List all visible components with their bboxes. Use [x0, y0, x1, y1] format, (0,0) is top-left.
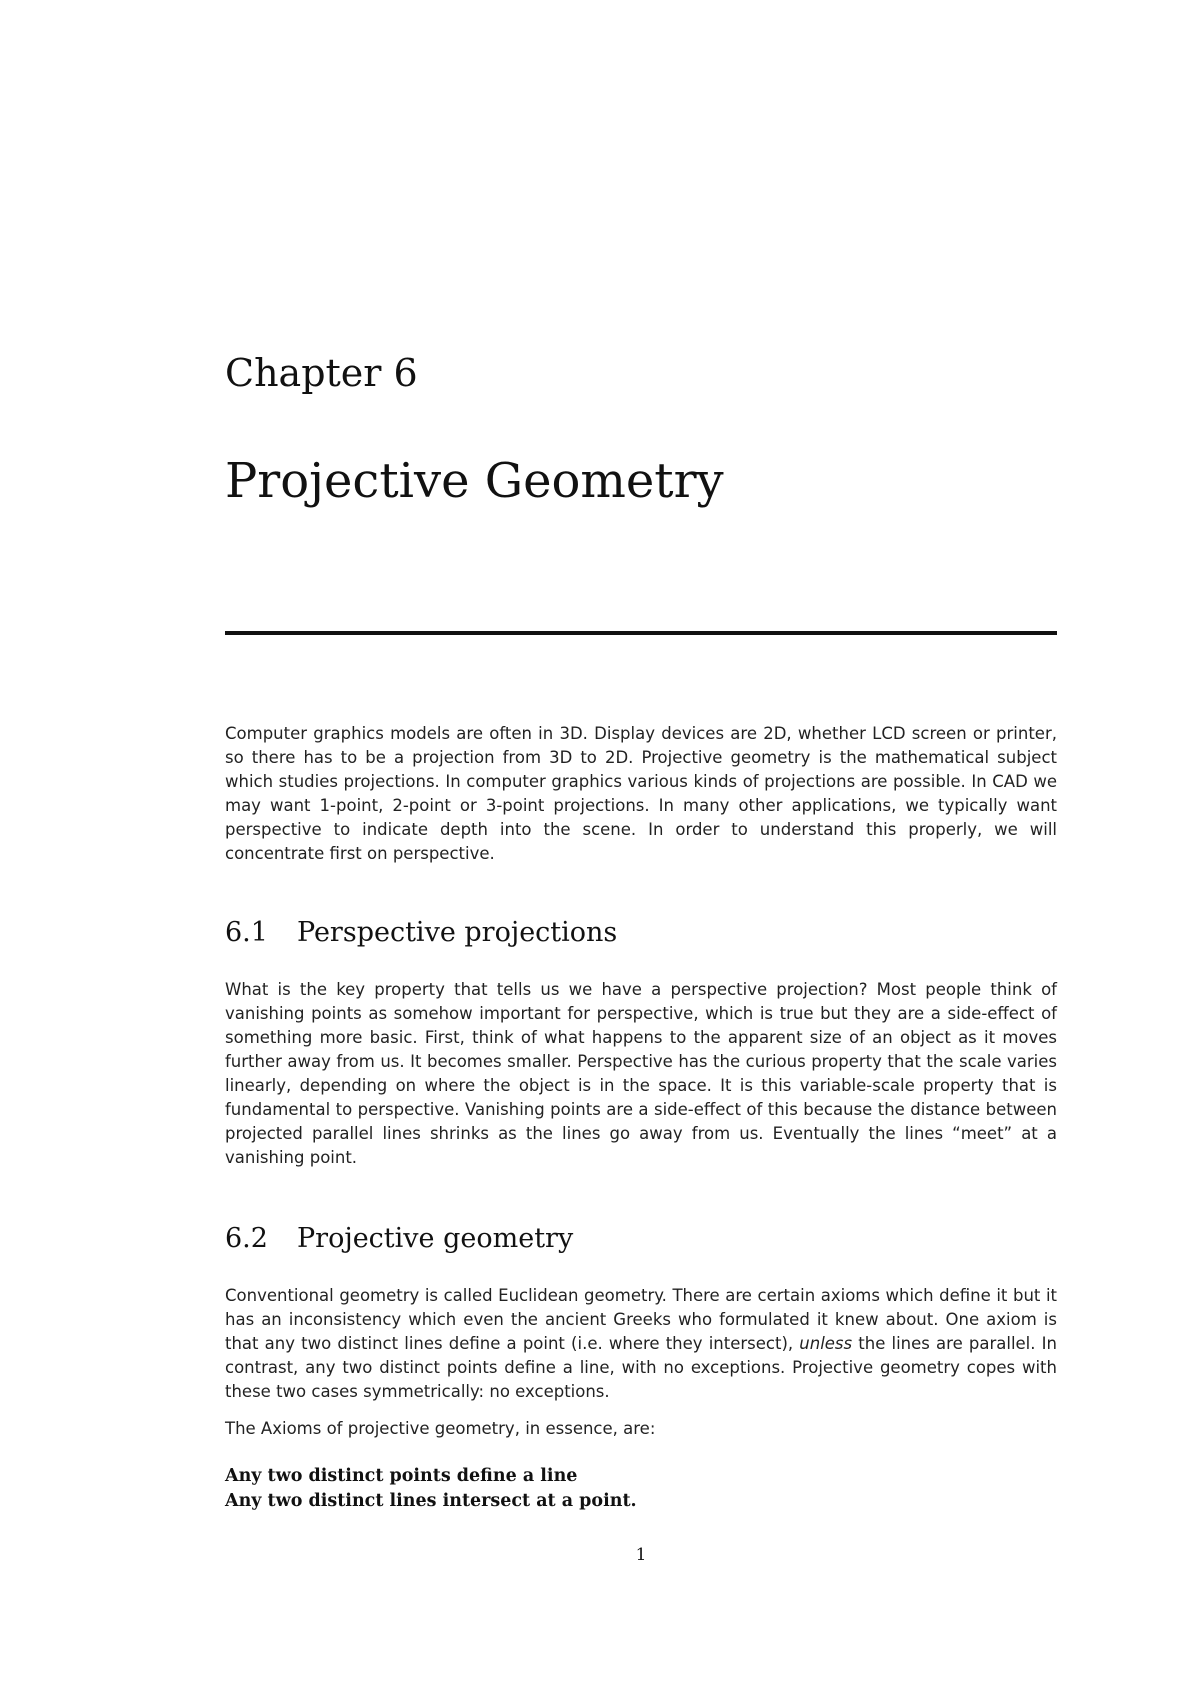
intro-paragraph: Computer graphics models are often in 3D. Display devices are 2D, whether LCD screen or printer, so there has to be a projection from 3D to 2D. Projective geometry is the mathematical subject which studies projections. In computer graphics various kinds of projections are possible. In CAD we may want 1-point, 2-point or 3-point projections. In many other applications, we typically want perspective to indicate depth into the scene. In order to understand this properly, we will concentrate first on perspective. [225, 724, 1057, 863]
section-title: Projective geometry [297, 1223, 574, 1254]
chapter-rule [225, 631, 1057, 635]
paragraph-text: Conventional geometry is called Euclidean geometry. There are certain axioms which define it but it has an inconsistency which even the ancient Greeks who formulated it knew about. One axiom is that any two distinct lines define a point (i.e. where they intersect), [225, 1286, 1057, 1353]
axioms-list [225, 1464, 637, 1514]
section-number: 6.1 [225, 917, 268, 948]
page-number: 1 [635, 1545, 647, 1565]
page [225, 0, 1057, 1698]
section-6-1-paragraph: What is the key property that tells us we have a perspective projection? Most people think of vanishing points as somehow important for perspective, which is true but they are a side-effect of something more basic. First, think of what happens to the apparent size of an object as it moves further away from us. It becomes smaller. Perspective has the curious property that the scale varies linearly, depending on where the object is in the space. It is this variable-scale property that is fundamental to perspective. Vanishing points are a side-effect of this because the distance between projected parallel lines shrinks as the lines go away from us. Eventually the lines “meet” at a vanishing point. [225, 980, 1057, 1167]
section-heading-6-2 [225, 1222, 573, 1256]
section-number: 6.2 [225, 1223, 268, 1254]
section-title: Perspective projections [297, 917, 618, 948]
axiom-item: Any two distinct lines intersect at a point. [225, 1491, 637, 1511]
paragraph-text: the lines are parallel. In contrast, any two distinct points define a line, with no exceptions. Projective geometry copes with these two cases symmetrically: no exceptions. [225, 1334, 1057, 1401]
emphasis-text: unless [799, 1334, 853, 1353]
section-6-2-paragraph [225, 1284, 1057, 1404]
axioms-intro: The Axioms of projective geometry, in essence, are: [225, 1419, 656, 1438]
chapter-title: Projective Geometry [225, 453, 724, 509]
chapter-label: Chapter 6 [225, 351, 418, 395]
section-heading-6-1 [225, 916, 617, 950]
axiom-item: Any two distinct points define a line [225, 1466, 578, 1486]
